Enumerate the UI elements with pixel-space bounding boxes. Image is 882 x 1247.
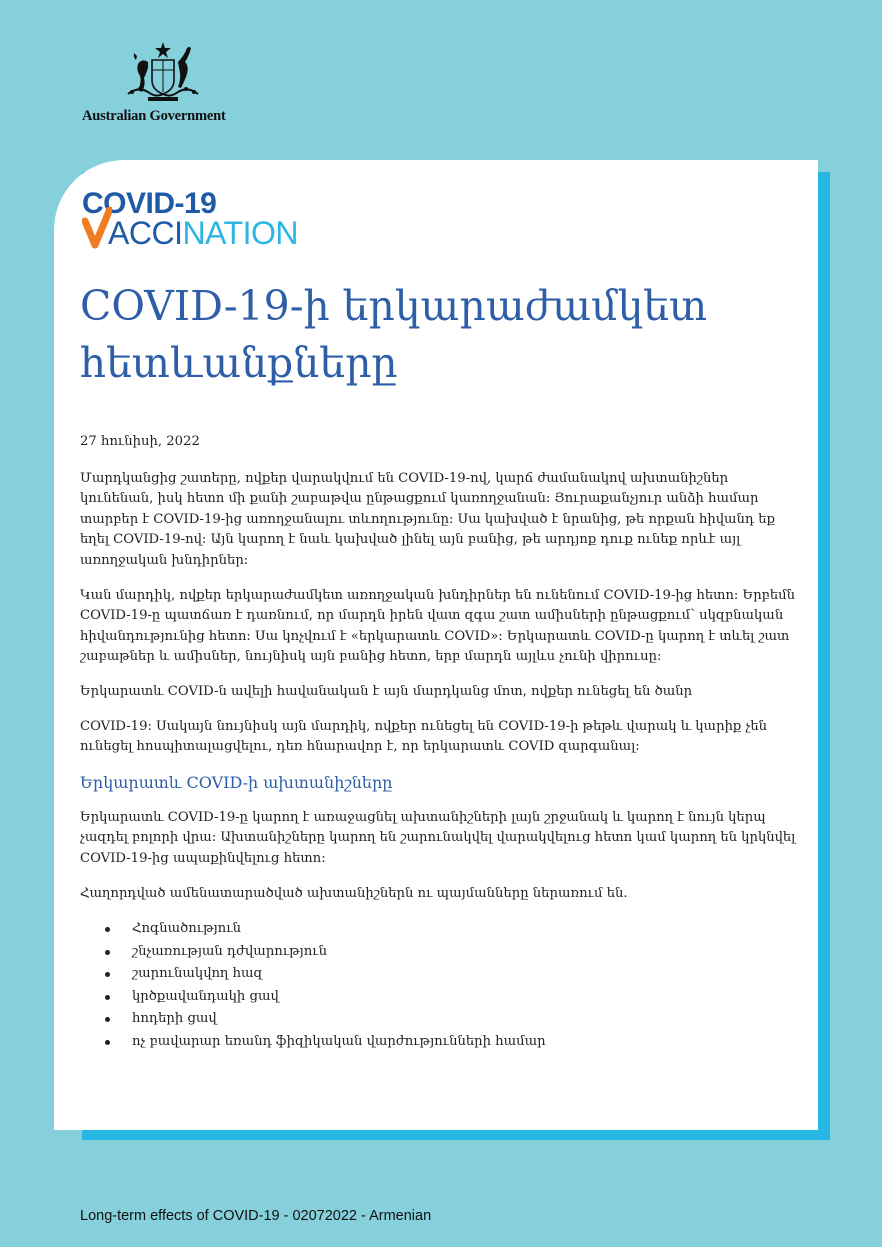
logo-line-2-light: NATION xyxy=(182,215,298,251)
list-item: ոչ բավարար եռանդ ֆիզիկական վարժությունների համար xyxy=(132,1031,800,1054)
footer-text: Long-term effects of COVID-19 - 02072022 - Armenian xyxy=(80,1208,432,1224)
logo-line-2 xyxy=(108,217,298,249)
document-body xyxy=(80,432,800,1053)
government-name: Australian Government xyxy=(82,108,226,124)
list-item: Հոգնածություն xyxy=(132,918,800,941)
paragraph: Մարդկանցից շատերը, ովքեր վարակվում են COVID-19-ով, կարճ ժամանակով ախտանիշներ կունենան, իսկ հետո մի քանի շաբաթվա ընթացքում կառողջանան: Յուրաքանչյուր անձի համար տարբեր է COVID-19-ից առողջանալու տևողությունը: Սա կախված է նրանից, թե որքան հիվանդ եք եղել COVID-19-ով: Այն կարող է նաև կախված լինել այն բանից, թե արդյոք դուք ունեք որևէ այլ առողջական խնդիրներ: xyxy=(80,470,775,568)
paragraph: COVID-19: Սակայն նույնիսկ այն մարդիկ, ովքեր ունեցել են COVID-19-ի թեթև վարակ և կարիք չեն ունեցել հոսպիտալացվելու, դեռ հնարավոր է, որ երկարատև COVID զարգանալ: xyxy=(80,718,767,755)
paragraph: Հաղորդված ամենատարածված ախտանիշներն ու պայմանները ներառում են. xyxy=(80,885,628,901)
list-item: շարունակվող հազ xyxy=(132,963,800,986)
paragraph: Կան մարդիկ, ովքեր երկարաժամկետ առողջական խնդիրներ են ունենում COVID-19-ից հետո: Երբեմն COVID-19-ը պատճառ է դառնում, որ մարդն իրեն վատ զգա շատ ամիսների ընթացքում՝ սկզբնական հիվանդությունից հետո: Սա կոչվում է «երկարատև COVID»: Երկարատև COVID-ը կարող է տևել շատ շաբաթներ և ամիսներ, նույնիսկ այն բանից հետո, երբ մարդն այլևս չունի վիրուսը: xyxy=(80,587,795,665)
paragraph: Երկարատև COVID-ն ավելի հավանական է այն մարդկանց մոտ, ովքեր ունեցել են ծանր xyxy=(80,683,693,699)
logo-line-2-dark: ACCI xyxy=(108,215,183,251)
list-item: շնչառության դժվարություն xyxy=(132,941,800,964)
document-date: 27 հունիսի, 2022 xyxy=(80,434,200,449)
coat-of-arms-icon xyxy=(118,40,208,106)
covid-vaccination-logo xyxy=(82,189,332,253)
document-title: COVID-19-ի երկարաժամկետ հետևանքները xyxy=(80,282,708,387)
list-item: կրծքավանդակի ցավ xyxy=(132,986,800,1009)
symptoms-list xyxy=(80,918,800,1053)
section-heading: Երկարատև COVID-ի ախտանիշները xyxy=(80,772,393,792)
paragraph: Երկարատև COVID-19-ը կարող է առաջացնել ախտանիշների լայն շրջանակ և կարող է նույն կերպ չազդել բոլորի վրա: Ախտանիշները կարող են շարունակվել վարակվելուց հետո կամ կարող են կրկնվել COVID-19-ից ապաքինվելուց հետո: xyxy=(80,809,796,866)
list-item: հոդերի ցավ xyxy=(132,1008,800,1031)
logo-line-1: COVID-19 xyxy=(82,187,217,220)
